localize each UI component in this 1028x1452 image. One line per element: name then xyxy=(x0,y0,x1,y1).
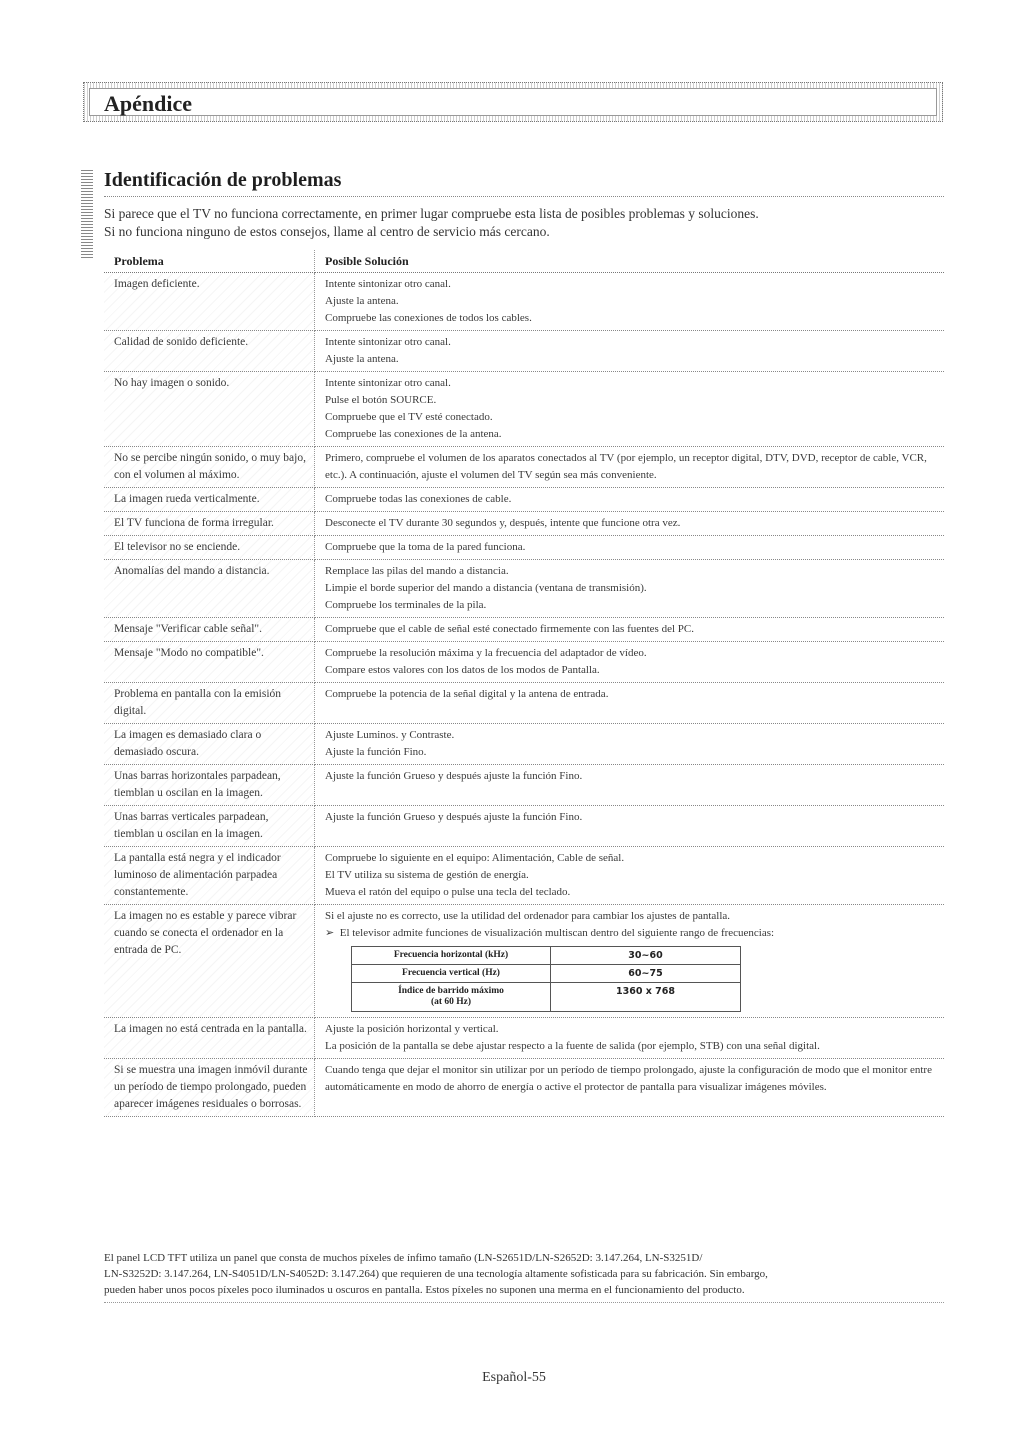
problem-cell: Calidad de sonido deficiente. xyxy=(104,331,315,372)
solution-cell xyxy=(315,683,945,724)
solution-cell xyxy=(315,905,945,1018)
solution-line: Compruebe las conexiones de todos los cables. xyxy=(325,312,532,324)
solution-cell xyxy=(315,536,945,560)
solution-line: Compruebe lo siguiente en el equipo: Alimentación, Cable de señal. xyxy=(325,852,625,864)
problem-cell: No hay imagen o sonido. xyxy=(104,372,315,447)
intro-text xyxy=(104,205,944,241)
frequency-value: 60~75 xyxy=(551,965,741,983)
solution-cell xyxy=(315,806,945,847)
intro-line: Si no funciona ninguno de estos consejos, llame al centro de servicio más cercano. xyxy=(104,224,550,239)
solution-line: Compruebe los terminales de la pila. xyxy=(325,599,487,611)
solution-line: Limpie el borde superior del mando a distancia (ventana de transmisión). xyxy=(325,582,647,594)
frequency-row xyxy=(352,965,741,983)
problem-cell: El TV funciona de forma irregular. xyxy=(104,512,315,536)
table-row xyxy=(104,847,944,905)
solution-line: Ajuste la posición horizontal y vertical. xyxy=(325,1023,499,1035)
header-box xyxy=(83,82,943,122)
solution-line: Primero, compruebe el volumen de los aparatos conectados al TV (por ejemplo, un receptor digital, DTV, DVD, receptor de cable, VCR, etc.). A continuación, ajuste el volumen del TV según sea más conveniente. xyxy=(325,452,927,481)
frequency-label-text: Frecuencia vertical (Hz) xyxy=(402,968,500,978)
intro-line: Si parece que el TV no funciona correctamente, en primer lugar compruebe esta lista de posibles problemas y soluciones. xyxy=(104,206,759,221)
table-row xyxy=(104,683,944,724)
solution-line: Desconecte el TV durante 30 segundos y, después, intente que funcione otra vez. xyxy=(325,517,681,529)
solution-cell xyxy=(315,488,945,512)
table-row xyxy=(104,1059,944,1117)
section-divider xyxy=(104,196,944,197)
frequency-label-sub: (at 60 Hz) xyxy=(430,997,472,1007)
solution-line: Intente sintonizar otro canal. xyxy=(325,377,451,389)
footnote-line: LN-S3252D: 3.147.264, LN-S4051D/LN-S4052D: 3.147.264) que requieren de una tecnología altamente sofisticada para su fabricación. Sin embargo, xyxy=(104,1268,768,1280)
table-body xyxy=(104,273,944,1117)
solution-line: Remplace las pilas del mando a distancia. xyxy=(325,565,509,577)
troubleshooting-table xyxy=(104,250,944,1117)
problem-cell: Anomalías del mando a distancia. xyxy=(104,560,315,618)
solution-cell xyxy=(315,560,945,618)
problem-cell: No se percibe ningún sonido, o muy bajo, con el volumen al máximo. xyxy=(104,447,315,488)
solution-line: Intente sintonizar otro canal. xyxy=(325,278,451,290)
footnote-line: pueden haber unos pocos píxeles poco iluminados u oscuros en pantalla. Estos píxeles no suponen una merma en el funcionamiento del producto. xyxy=(104,1284,745,1296)
solution-line: Intente sintonizar otro canal. xyxy=(325,336,451,348)
problem-cell: La imagen rueda verticalmente. xyxy=(104,488,315,512)
solution-cell xyxy=(315,724,945,765)
solution-line: Compruebe todas las conexiones de cable. xyxy=(325,493,512,505)
solution-line: Compruebe que el TV esté conectado. xyxy=(325,411,493,423)
table-row xyxy=(104,447,944,488)
problem-cell: Problema en pantalla con la emisión digital. xyxy=(104,683,315,724)
solution-cell xyxy=(315,847,945,905)
problem-cell: Mensaje "Modo no compatible". xyxy=(104,642,315,683)
header-inner xyxy=(89,88,937,116)
section-title: Identificación de problemas xyxy=(104,169,342,191)
problem-cell: La pantalla está negra y el indicador luminoso de alimentación parpadea constantemente. xyxy=(104,847,315,905)
solution-line: Si el ajuste no es correcto, use la utilidad del ordenador para cambiar los ajustes de pantalla. xyxy=(325,910,731,922)
page-number: Español-55 xyxy=(482,1370,546,1385)
solution-line: Compruebe la potencia de la señal digital y la antena de entrada. xyxy=(325,688,609,700)
frequency-label xyxy=(352,965,551,983)
table-row xyxy=(104,536,944,560)
solution-line: Ajuste Luminos. y Contraste. xyxy=(325,729,455,741)
solution-line: Ajuste la función Fino. xyxy=(325,746,427,758)
solution-line: Cuando tenga que dejar el monitor sin utilizar por un período de tiempo prolongado, ajuste la configuración de modo que el monitor entre automáticamente en modo de ahorro de energía o active el protector de pantalla para visualizar imágenes móviles. xyxy=(325,1064,932,1093)
table-row xyxy=(104,618,944,642)
table-row xyxy=(104,724,944,765)
solution-line: Ajuste la función Grueso y después ajuste la función Fino. xyxy=(325,770,583,782)
solution-cell xyxy=(315,765,945,806)
solution-cell xyxy=(315,331,945,372)
problem-cell: Si se muestra una imagen inmóvil durante un período de tiempo prolongado, pueden aparecer imágenes residuales o borrosas. xyxy=(104,1059,315,1117)
solution-cell xyxy=(315,642,945,683)
solution-line: Mueva el ratón del equipo o pulse una tecla del teclado. xyxy=(325,886,571,898)
solution-line: El TV utiliza su sistema de gestión de energía. xyxy=(325,869,529,881)
problem-cell: El televisor no se enciende. xyxy=(104,536,315,560)
problem-cell: La imagen no es estable y parece vibrar cuando se conecta el ordenador en la entrada de PC. xyxy=(104,905,315,1018)
solution-line: Ajuste la función Grueso y después ajuste la función Fino. xyxy=(325,811,583,823)
frequency-label-text: Frecuencia horizontal (kHz) xyxy=(393,950,509,960)
column-header-problem: Problema xyxy=(104,250,315,273)
frequency-row xyxy=(352,947,741,965)
table-row xyxy=(104,905,944,1018)
solution-line: Compruebe que el cable de señal esté conectado firmemente con las fuentes del PC. xyxy=(325,623,694,635)
table-row xyxy=(104,488,944,512)
problem-cell: Imagen deficiente. xyxy=(104,273,315,331)
solution-cell xyxy=(315,618,945,642)
table-row xyxy=(104,512,944,536)
table-row xyxy=(104,331,944,372)
solution-cell xyxy=(315,1018,945,1059)
table-row xyxy=(104,642,944,683)
frequency-value: 30~60 xyxy=(551,947,741,965)
solution-line: Compare estos valores con los datos de los modos de Pantalla. xyxy=(325,664,600,676)
frequency-label xyxy=(352,947,551,965)
table-row xyxy=(104,1018,944,1059)
solution-cell xyxy=(315,1059,945,1117)
page-title: Apéndice xyxy=(104,91,192,116)
frequency-label-text: Índice de barrido máximo xyxy=(398,986,504,996)
problem-cell: La imagen no está centrada en la pantalla. xyxy=(104,1018,315,1059)
table-row xyxy=(104,560,944,618)
arrow-note: ➢ El televisor admite funciones de visualización multiscan dentro del siguiente rango de frecuencias: xyxy=(325,925,938,942)
solution-line: Ajuste la antena. xyxy=(325,353,399,365)
frequency-row xyxy=(352,983,741,1012)
footnote-divider xyxy=(104,1302,944,1303)
table-row xyxy=(104,765,944,806)
solution-cell xyxy=(315,447,945,488)
problem-cell: Mensaje "Verificar cable señal". xyxy=(104,618,315,642)
section-marker xyxy=(81,170,93,258)
solution-line: La posición de la pantalla se debe ajustar respecto a la fuente de salida (por ejemplo, STB) con una señal digital. xyxy=(325,1040,820,1052)
solution-line: Pulse el botón SOURCE. xyxy=(325,394,437,406)
frequency-label xyxy=(352,983,551,1012)
solution-line: Compruebe la resolución máxima y la frecuencia del adaptador de vídeo. xyxy=(325,647,647,659)
solution-line: Compruebe que la toma de la pared funciona. xyxy=(325,541,526,553)
problem-cell: La imagen es demasiado clara o demasiado oscura. xyxy=(104,724,315,765)
frequency-value: 1360 x 768 xyxy=(551,983,741,1012)
solution-cell xyxy=(315,512,945,536)
solution-cell xyxy=(315,372,945,447)
footnote xyxy=(104,1250,944,1298)
solution-line: Compruebe las conexiones de la antena. xyxy=(325,428,502,440)
table-row xyxy=(104,806,944,847)
table-row xyxy=(104,372,944,447)
column-header-solution: Posible Solución xyxy=(315,250,945,273)
solution-cell xyxy=(315,273,945,331)
problem-cell: Unas barras verticales parpadean, tiemblan u oscilan en la imagen. xyxy=(104,806,315,847)
table-row xyxy=(104,273,944,331)
solution-line: Ajuste la antena. xyxy=(325,295,399,307)
footnote-line: El panel LCD TFT utiliza un panel que consta de muchos píxeles de ínfimo tamaño (LN-S2651D/LN-S2652D: 3.147.264, LN-S3251D/ xyxy=(104,1252,703,1264)
frequency-table xyxy=(351,946,741,1012)
problem-cell: Unas barras horizontales parpadean, tiemblan u oscilan en la imagen. xyxy=(104,765,315,806)
